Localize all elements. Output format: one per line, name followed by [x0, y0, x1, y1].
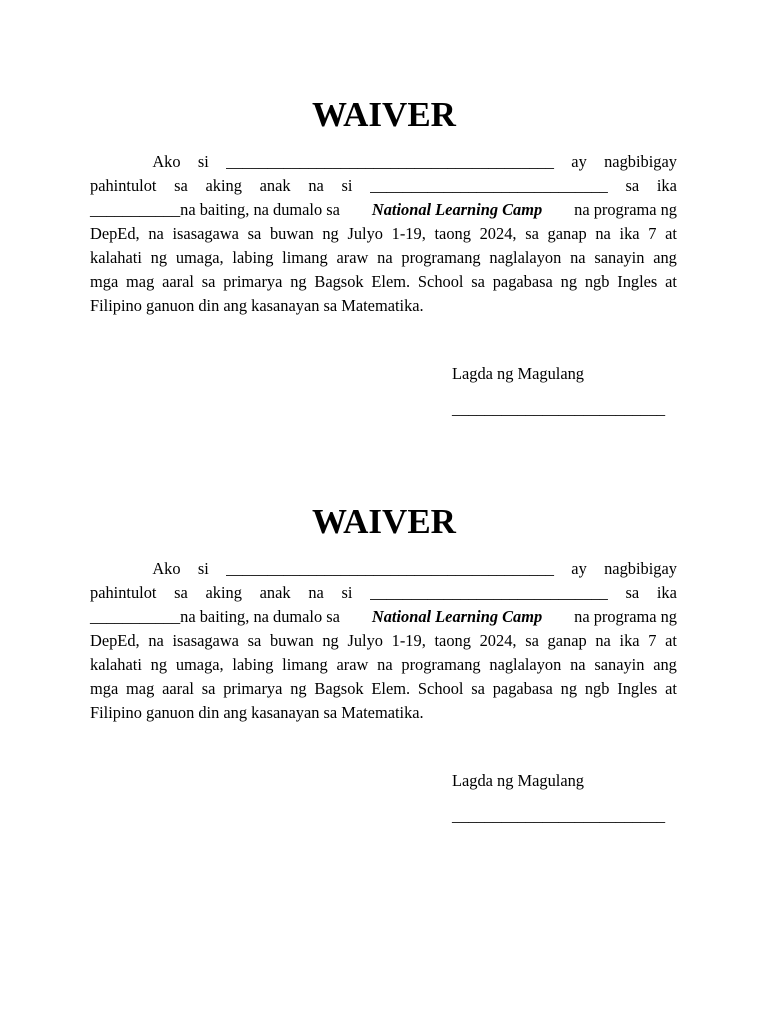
- word: labing: [232, 655, 274, 674]
- word: 1-19,: [391, 224, 426, 243]
- word: sa: [471, 272, 485, 291]
- parent-name-blank[interactable]: ________________________________________: [226, 559, 554, 578]
- word: sa: [625, 583, 640, 602]
- program-name: National Learning Camp: [371, 607, 543, 626]
- word: Elem.: [371, 679, 411, 698]
- word: na: [308, 583, 324, 602]
- word: ika: [619, 631, 640, 650]
- program-name: National Learning Camp: [371, 200, 543, 219]
- word: sanayin: [594, 655, 645, 674]
- word: School: [417, 272, 464, 291]
- word: sanayin: [594, 248, 645, 267]
- word: ng: [322, 224, 339, 243]
- paragraph-line-5: [90, 653, 677, 677]
- word: School: [417, 679, 464, 698]
- child-name-blank[interactable]: _____________________________: [370, 583, 608, 602]
- word: DepEd,: [90, 224, 140, 243]
- word: pahintulot: [90, 176, 157, 195]
- word: si: [341, 176, 353, 195]
- paragraph-line-6: [90, 270, 677, 294]
- word: mag: [126, 272, 155, 291]
- word: aaral: [162, 679, 194, 698]
- word: na: [377, 655, 393, 674]
- word: ng: [560, 272, 578, 291]
- word: araw: [336, 655, 369, 674]
- word: pagabasa: [492, 272, 553, 291]
- word: primarya: [223, 679, 283, 698]
- word: programang: [401, 248, 481, 267]
- word: ngb: [584, 272, 610, 291]
- word: na: [595, 631, 611, 650]
- line3-text-after: na programa ng: [574, 607, 677, 626]
- grade-blank[interactable]: ___________: [90, 200, 181, 219]
- word: anak: [259, 176, 291, 195]
- word: mga: [90, 272, 119, 291]
- word: ng: [150, 248, 168, 267]
- paragraph-line-7: [90, 701, 677, 725]
- word: taong: [434, 224, 471, 243]
- word: taong: [434, 631, 471, 650]
- paragraph-line-7: [90, 294, 677, 318]
- word: araw: [336, 248, 369, 267]
- word: 1-19,: [391, 631, 426, 650]
- waiver-paragraph: [90, 150, 677, 318]
- word: pagabasa: [492, 679, 553, 698]
- word: ng: [290, 679, 307, 698]
- word: sa: [247, 631, 262, 650]
- paragraph-line-2: [90, 174, 677, 198]
- paragraph-line-3: [90, 605, 677, 629]
- word: Julyo: [347, 631, 383, 650]
- word: Ingles: [617, 679, 658, 698]
- signature-line[interactable]: __________________________: [452, 806, 666, 825]
- paragraph-last-line: Filipino ganuon din ang kasanayan sa Matematika.: [90, 296, 424, 315]
- word: primarya: [223, 272, 283, 291]
- word: nagbibigay: [604, 559, 677, 578]
- paragraph-line-4: [90, 629, 677, 653]
- word: isasagawa: [172, 631, 239, 650]
- paragraph-line-5: [90, 246, 677, 270]
- line3-text-before: na baiting, na dumalo sa: [180, 607, 340, 626]
- word: mga: [90, 679, 119, 698]
- word: labing: [232, 248, 274, 267]
- word: si: [341, 583, 353, 602]
- word: naglalayon: [489, 655, 562, 674]
- word: umaga,: [175, 655, 224, 674]
- signature-label: Lagda ng Magulang: [452, 364, 584, 383]
- word: Ako: [152, 559, 181, 578]
- word: sa: [525, 631, 539, 650]
- word: 2024,: [479, 224, 517, 243]
- word: at: [665, 631, 677, 650]
- word: sa: [247, 224, 262, 243]
- word: aking: [205, 583, 242, 602]
- word: Julyo: [347, 224, 383, 243]
- word: ng: [150, 655, 168, 674]
- word: Bagsok: [314, 679, 364, 698]
- grade-segment: [90, 198, 340, 222]
- child-name-blank[interactable]: _____________________________: [370, 176, 608, 195]
- word: sa: [201, 272, 216, 291]
- word: ika: [656, 583, 677, 602]
- word: at: [665, 224, 677, 243]
- word: ganap: [547, 631, 587, 650]
- word: at: [665, 272, 677, 291]
- word: aking: [205, 176, 242, 195]
- parent-name-blank[interactable]: ________________________________________: [226, 152, 554, 171]
- word: ng: [322, 631, 339, 650]
- signature-label: Lagda ng Magulang: [452, 771, 584, 790]
- word: ngb: [584, 679, 610, 698]
- word: at: [665, 679, 677, 698]
- word: na: [570, 248, 586, 267]
- word: ang: [653, 248, 677, 267]
- word: ganap: [547, 224, 587, 243]
- line3-text-after: na programa ng: [574, 200, 677, 219]
- word: DepEd,: [90, 631, 140, 650]
- word: sa: [174, 583, 188, 602]
- word: buwan: [269, 224, 314, 243]
- paragraph-line-2: [90, 581, 677, 605]
- paragraph-line-1: [90, 150, 677, 174]
- word: na: [148, 224, 164, 243]
- word: buwan: [269, 631, 314, 650]
- word: nagbibigay: [604, 152, 677, 171]
- word: na: [570, 655, 586, 674]
- word: naglalayon: [489, 248, 562, 267]
- word: 7: [648, 224, 657, 243]
- word: ay: [571, 559, 587, 578]
- word: ika: [619, 224, 640, 243]
- word: sa: [625, 176, 640, 195]
- waiver-paragraph: [90, 557, 677, 725]
- word: sa: [201, 679, 216, 698]
- paragraph-line-1: [90, 557, 677, 581]
- word: 7: [648, 631, 657, 650]
- word: 2024,: [479, 631, 517, 650]
- word: limang: [282, 248, 328, 267]
- word: si: [197, 559, 209, 578]
- word: Elem.: [371, 272, 411, 291]
- word: pahintulot: [90, 583, 157, 602]
- word: Ako: [152, 152, 181, 171]
- word: isasagawa: [172, 224, 239, 243]
- word: kalahati: [90, 655, 142, 674]
- word: mag: [126, 679, 155, 698]
- paragraph-line-4: [90, 222, 677, 246]
- word: na: [595, 224, 611, 243]
- word: programang: [401, 655, 481, 674]
- word: sa: [525, 224, 539, 243]
- paragraph-last-line: Filipino ganuon din ang kasanayan sa Matematika.: [90, 703, 424, 722]
- word: ng: [290, 272, 307, 291]
- word: na: [148, 631, 164, 650]
- word: ay: [571, 152, 587, 171]
- word: ang: [653, 655, 677, 674]
- paragraph-line-3: [90, 198, 677, 222]
- word: umaga,: [175, 248, 224, 267]
- word: na: [377, 248, 393, 267]
- word: anak: [259, 583, 291, 602]
- word: na: [308, 176, 324, 195]
- word: si: [197, 152, 209, 171]
- word: sa: [471, 679, 485, 698]
- grade-segment: [90, 605, 340, 629]
- grade-blank[interactable]: ___________: [90, 607, 181, 626]
- word: Bagsok: [314, 272, 364, 291]
- word: sa: [174, 176, 188, 195]
- word: kalahati: [90, 248, 142, 267]
- word: limang: [282, 655, 328, 674]
- paragraph-line-6: [90, 677, 677, 701]
- waiver-title: WAIVER: [312, 502, 456, 541]
- signature-line[interactable]: __________________________: [452, 399, 666, 418]
- word: ika: [656, 176, 677, 195]
- waiver-title: WAIVER: [312, 95, 456, 134]
- word: Ingles: [617, 272, 658, 291]
- word: ng: [560, 679, 578, 698]
- line3-text-before: na baiting, na dumalo sa: [180, 200, 340, 219]
- word: aaral: [162, 272, 194, 291]
